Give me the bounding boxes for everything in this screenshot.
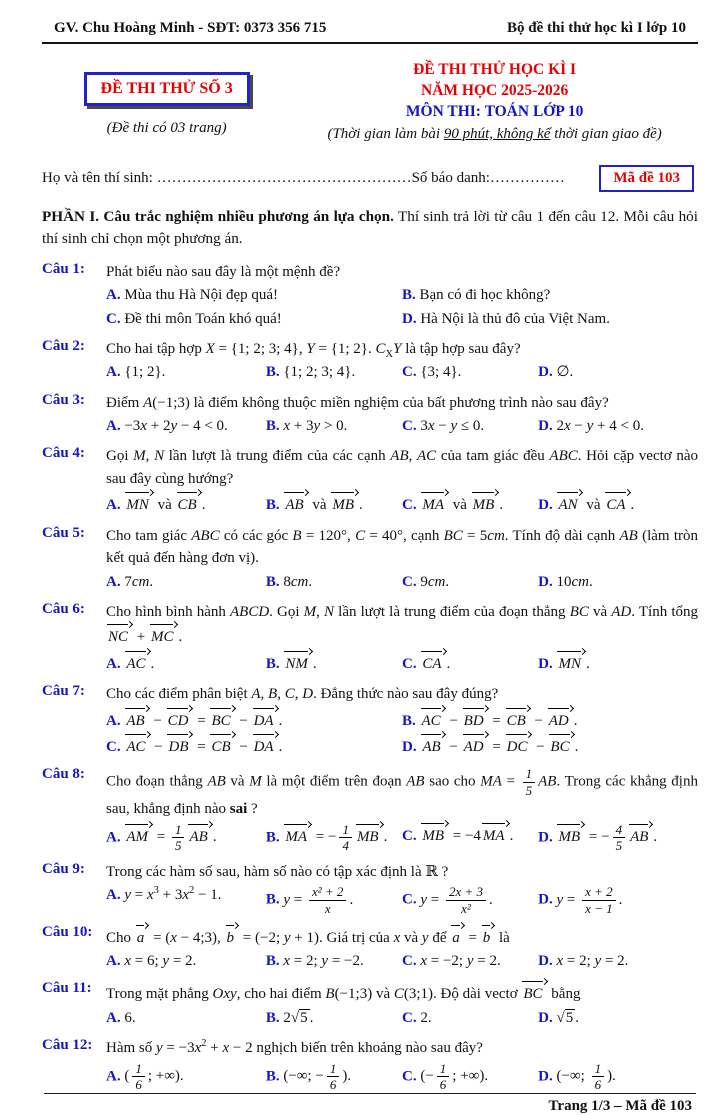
option-text: Bạn có đi học không? xyxy=(419,287,551,304)
question-options xyxy=(106,284,698,331)
question-stem: Cho a = (x − 4;3), b = (−2; y + 1). Giá trị của x và y để a = b là xyxy=(106,924,698,950)
question-stem: Trong mặt phẳng Oxy, cho hai điểm B(−1;3) và C(3;1). Độ dài vectơ BC bằng xyxy=(106,980,698,1006)
question-row xyxy=(42,338,698,385)
option-key: A. xyxy=(106,418,121,435)
answer-option xyxy=(538,822,698,854)
question-label: Câu 3: xyxy=(42,391,85,408)
question-body xyxy=(106,338,698,385)
questions-list xyxy=(42,254,698,1093)
answer-option xyxy=(538,491,698,517)
question-body xyxy=(106,766,698,854)
option-text: {3; 4}. xyxy=(420,364,462,381)
question-stem: Cho các điểm phân biệt A, B, C, D. Đẳng thức nào sau đây đúng? xyxy=(106,686,499,703)
option-text: MA = − $\frac{1}{4}$ MB . xyxy=(285,821,388,854)
question-stem: Trong các hàm số sau, hàm số nào có tập xác định là ℝ ? xyxy=(106,863,449,880)
option-key: C. xyxy=(401,364,417,381)
question-row xyxy=(42,1037,698,1093)
question-label: Câu 8: xyxy=(42,766,85,783)
option-key: B. xyxy=(265,364,280,381)
option-text: MA và MB . xyxy=(420,497,503,513)
answer-option xyxy=(266,1007,402,1030)
option-text: Đề thi môn Toán khó quá! xyxy=(124,310,282,327)
exam-title-line2: NĂM HỌC 2025-2026 xyxy=(421,81,569,99)
option-key: D. xyxy=(538,497,553,514)
answer-option xyxy=(402,361,538,384)
question-row xyxy=(42,766,698,854)
option-key: B. xyxy=(265,891,280,908)
option-key: C. xyxy=(401,1068,417,1085)
answer-option xyxy=(402,733,698,759)
question-body xyxy=(106,683,698,759)
option-key: A. xyxy=(106,655,121,672)
question-stem: Cho đoạn thẳng AB và M là một điểm trên đoạn AB sao cho MA = $\frac{1}{5}$ AB. Trong các khẳng định sau, khẳng định nào sai ? xyxy=(106,766,698,818)
time-note-underlined: 90 phút, không kể xyxy=(443,125,551,142)
option-key: B. xyxy=(265,573,280,590)
option-text: AB − CD = BC − DA . xyxy=(124,713,282,729)
question-label: Câu 4: xyxy=(42,445,85,462)
question-row xyxy=(42,392,698,439)
question-row xyxy=(42,924,698,974)
answer-option xyxy=(538,1007,698,1030)
answer-option xyxy=(402,1007,538,1030)
option-text: CA . xyxy=(420,656,450,672)
answer-option xyxy=(106,707,402,733)
title-block xyxy=(42,60,698,143)
answer-option xyxy=(266,650,402,676)
question-stem: Cho hai tập hợp X = {1; 2; 3; 4}, Y = {1; 2}. $C_XY$ là tập hợp sau đây? xyxy=(106,340,521,360)
time-note-prefix: (Thời gian làm bài xyxy=(327,125,444,142)
question-stem: Gọi M, N lần lượt là trung điểm của các cạnh AB, AC của tam giác đều ABC. Hỏi cặp vectơ nào sau đây cùng hướng? xyxy=(106,448,699,487)
option-text: Mùa thu Hà Nội đẹp quá! xyxy=(124,287,279,304)
option-key: B. xyxy=(402,287,416,304)
answer-option xyxy=(106,571,266,594)
question-options xyxy=(106,822,698,854)
answer-option xyxy=(106,491,266,517)
option-key: B. xyxy=(265,418,280,435)
question-row xyxy=(42,261,698,331)
answer-option xyxy=(538,361,698,384)
question-options xyxy=(106,415,698,438)
option-text: ∅. xyxy=(556,364,574,381)
answer-option xyxy=(106,950,266,973)
question-label: Câu 2: xyxy=(42,337,85,354)
answer-option xyxy=(106,650,266,676)
option-key: B. xyxy=(265,655,280,672)
option-text: AN và CA . xyxy=(556,497,634,513)
question-row xyxy=(42,861,698,917)
option-text: 9cm. xyxy=(420,573,450,590)
option-text: x = −2; y = 2. xyxy=(420,953,501,970)
option-key: C. xyxy=(401,827,417,844)
option-key: C. xyxy=(401,418,417,435)
option-key: D. xyxy=(538,829,553,846)
answer-option xyxy=(402,707,698,733)
question-row xyxy=(42,445,698,517)
option-key: B. xyxy=(265,1068,280,1085)
question-row xyxy=(42,980,698,1030)
option-text: 2√5 . xyxy=(283,1009,314,1026)
question-label: Câu 11: xyxy=(42,980,92,997)
option-text: 10cm. xyxy=(556,573,593,590)
option-key: D. xyxy=(538,364,553,381)
option-key: D. xyxy=(538,953,553,970)
answer-option xyxy=(106,822,266,854)
answer-option xyxy=(402,284,698,307)
option-key: A. xyxy=(106,1009,121,1026)
question-stem: Cho tam giác ABC có các góc B = 120°, C = 40°, cạnh BC = 5cm. Tính độ dài cạnh AB (làm tròn kết quả đến hàng đơn vị). xyxy=(106,527,699,567)
question-options xyxy=(106,361,698,384)
answer-option xyxy=(538,650,698,676)
option-key: A. xyxy=(106,364,121,381)
question-label: Câu 10: xyxy=(42,923,93,940)
option-text: y = $\frac{x + 2}{x - 1}$ . xyxy=(556,884,623,917)
option-text: MB = −4 MA . xyxy=(420,828,513,844)
question-body xyxy=(106,924,698,974)
option-key: C. xyxy=(401,573,417,590)
answer-option xyxy=(402,650,538,676)
option-key: B. xyxy=(265,829,280,846)
answer-option xyxy=(266,571,402,594)
question-options xyxy=(106,650,698,676)
part1-heading-rest: Thí sinh trả lời từ câu 1 đến câu 12. Mỗi câu hỏi thí sinh chỉ chọn một phương án. xyxy=(42,207,698,247)
option-key: D. xyxy=(538,418,553,435)
question-options xyxy=(106,1007,698,1030)
option-key: A. xyxy=(106,953,121,970)
answer-option xyxy=(106,284,402,307)
answer-option xyxy=(266,1061,402,1093)
answer-option xyxy=(106,1007,266,1030)
option-key: D. xyxy=(538,1009,553,1026)
header-rule xyxy=(42,42,698,44)
option-key: A. xyxy=(106,573,121,590)
answer-option xyxy=(402,1061,538,1093)
option-text: 2. xyxy=(420,1009,432,1026)
question-body xyxy=(106,1037,698,1093)
option-key: D. xyxy=(538,573,553,590)
question-body xyxy=(106,525,698,594)
answer-option xyxy=(106,884,266,916)
option-key: C. xyxy=(401,953,417,970)
question-stem: Điểm A(−1;3) là điểm không thuộc miền nghiệm của bất phương trình nào sau đây? xyxy=(106,394,609,411)
pages-note: (Đề thi có 03 trang) xyxy=(106,120,227,136)
student-id-dots: …………… xyxy=(489,169,565,186)
option-text: AM = $\frac{1}{5}$ AB . xyxy=(126,821,217,854)
option-key: A. xyxy=(106,712,121,729)
option-text: NM . xyxy=(283,656,316,672)
question-row xyxy=(42,683,698,759)
answer-option xyxy=(538,1061,698,1093)
time-note-suffix: thời gian giao đề) xyxy=(550,125,662,142)
option-key: B. xyxy=(402,712,416,729)
option-text: (− $\frac{1}{6}$ ; +∞). xyxy=(420,1060,489,1093)
answer-option xyxy=(266,884,402,916)
option-text: x + 3y > 0. xyxy=(283,418,348,435)
option-key: D. xyxy=(402,738,417,755)
option-key: A. xyxy=(106,887,121,904)
option-text: 8cm. xyxy=(283,573,313,590)
option-key: D. xyxy=(538,1068,553,1085)
running-header xyxy=(42,16,698,41)
option-text: AC − DB = CB − DA . xyxy=(124,739,282,755)
option-key: A. xyxy=(106,1068,121,1085)
student-name-dots: …………………………………………… xyxy=(152,169,412,186)
option-key: C. xyxy=(401,497,417,514)
question-label: Câu 7: xyxy=(42,683,85,700)
question-label: Câu 1: xyxy=(42,260,85,277)
question-options xyxy=(106,491,698,517)
question-options xyxy=(106,571,698,594)
option-text: AC − BD = CB − AD . xyxy=(420,713,578,729)
option-text: MN . xyxy=(556,656,589,672)
question-row xyxy=(42,525,698,594)
part1-heading xyxy=(42,206,698,250)
option-key: C. xyxy=(106,310,121,327)
answer-option xyxy=(402,822,538,854)
option-text: x = 6; y = 2. xyxy=(124,953,197,970)
time-note xyxy=(291,126,698,143)
question-options xyxy=(106,884,698,916)
answer-option xyxy=(402,491,538,517)
part1-heading-bold: PHẦN I. Câu trắc nghiệm nhiều phương án lựa chọn. xyxy=(42,207,394,225)
exam-number-box: ĐỀ THI THỬ SỐ 3 xyxy=(84,72,250,106)
option-key: C. xyxy=(401,891,417,908)
option-key: D. xyxy=(538,655,553,672)
answer-option xyxy=(538,415,698,438)
answer-option xyxy=(106,361,266,384)
teacher-info: GV. Chu Hoàng Minh - SĐT: 0373 356 715 xyxy=(54,20,327,36)
answer-option xyxy=(402,308,698,331)
option-text: AC . xyxy=(124,656,154,672)
option-text: 3x − y ≤ 0. xyxy=(420,418,485,435)
option-text: (−∞; $\frac{1}{6}$ ). xyxy=(556,1060,616,1093)
answer-option xyxy=(266,491,402,517)
answer-option xyxy=(106,415,266,438)
option-text: {1; 2; 3; 4}. xyxy=(283,364,356,381)
student-fill-line xyxy=(42,170,565,187)
answer-option xyxy=(106,1061,266,1093)
option-text: ( $\frac{1}{6}$ ; +∞). xyxy=(124,1060,184,1093)
question-body xyxy=(106,445,698,517)
question-row xyxy=(42,601,698,676)
question-stem: Cho hình bình hành ABCD. Gọi M, N lần lượt là trung điểm của đoạn thẳng BC và AD. Tính tổng NC + MC . xyxy=(106,601,698,649)
option-text: 2x − y + 4 < 0. xyxy=(556,418,644,435)
student-name-label: Họ và tên thí sinh: xyxy=(42,169,153,186)
option-key: A. xyxy=(106,829,121,846)
question-label: Câu 5: xyxy=(42,524,85,541)
question-label: Câu 6: xyxy=(42,600,85,617)
option-key: A. xyxy=(106,287,121,304)
answer-option xyxy=(538,884,698,916)
question-body xyxy=(106,392,698,439)
question-body xyxy=(106,601,698,676)
option-key: C. xyxy=(401,655,417,672)
option-key: C. xyxy=(401,1009,417,1026)
option-text: {1; 2}. xyxy=(124,364,166,381)
option-key: D. xyxy=(538,891,553,908)
option-text: y = $\frac{\text{x² + 2}}{x}$ . xyxy=(283,884,354,917)
answer-option xyxy=(266,361,402,384)
answer-option xyxy=(402,415,538,438)
title-right-column xyxy=(291,60,698,143)
option-text: −3x + 2y − 4 < 0. xyxy=(124,418,228,435)
question-label: Câu 12: xyxy=(42,1037,93,1054)
option-key: A. xyxy=(106,497,121,514)
question-stem: Phát biểu nào sau đây là một mệnh đề? xyxy=(106,263,341,280)
exam-code-badge: Mã đề 103 xyxy=(599,165,694,192)
option-key: D. xyxy=(402,310,417,327)
answer-option xyxy=(538,571,698,594)
question-options xyxy=(106,950,698,973)
option-text: 6. xyxy=(124,1009,136,1026)
option-text: MN và CB . xyxy=(124,497,205,513)
option-text: x = 2; y = −2. xyxy=(283,953,364,970)
series-title: Bộ đề thi thử học kì I lớp 10 xyxy=(506,20,686,36)
answer-option xyxy=(538,950,698,973)
footer-page-number: Trang 1/3 – Mã đề 103 xyxy=(548,1097,692,1114)
question-body xyxy=(106,980,698,1030)
answer-option xyxy=(266,415,402,438)
question-options xyxy=(106,1061,698,1093)
exam-title-line3: MÔN THI: TOÁN LỚP 10 xyxy=(405,102,584,120)
option-text: (−∞; − $\frac{1}{6}$ ). xyxy=(283,1060,352,1093)
question-options xyxy=(106,707,698,760)
question-body xyxy=(106,861,698,917)
answer-option xyxy=(106,733,402,759)
option-text: $y = x^3 + 3x^2 - 1$. xyxy=(124,885,222,904)
option-text: AB và MB . xyxy=(283,497,362,513)
student-info-row xyxy=(42,165,698,192)
option-key: B. xyxy=(265,497,280,514)
option-text: Hà Nội là thủ đô của Việt Nam. xyxy=(420,310,610,327)
student-id-label: Số báo danh: xyxy=(411,169,490,186)
question-body xyxy=(106,261,698,331)
answer-option xyxy=(402,571,538,594)
option-text: y = $\frac{2x + 3}{\text{x²}}$ . xyxy=(420,884,493,917)
option-key: B. xyxy=(265,953,280,970)
option-text: MB = − $\frac{4}{5}$ AB . xyxy=(558,821,658,854)
title-left-column xyxy=(42,60,291,143)
option-key: B. xyxy=(265,1009,280,1026)
answer-option xyxy=(402,950,538,973)
question-stem: Hàm số $y = -3x^2 + x - 2$ nghịch biến trên khoảng nào sau đây? xyxy=(106,1038,483,1057)
exam-title-line1: ĐỀ THI THỬ HỌC KÌ I xyxy=(413,61,577,78)
answer-option xyxy=(402,884,538,916)
page-footer xyxy=(42,1093,698,1115)
option-text: 7cm. xyxy=(124,573,154,590)
answer-option xyxy=(106,308,402,331)
answer-option xyxy=(266,950,402,973)
question-label: Câu 9: xyxy=(42,860,85,877)
option-text: x = 2; y = 2. xyxy=(556,953,629,970)
option-text: AB − AD = DC − BC . xyxy=(420,739,578,755)
answer-option xyxy=(266,822,402,854)
option-key: C. xyxy=(106,738,121,755)
option-text: √5 . xyxy=(556,1009,579,1026)
